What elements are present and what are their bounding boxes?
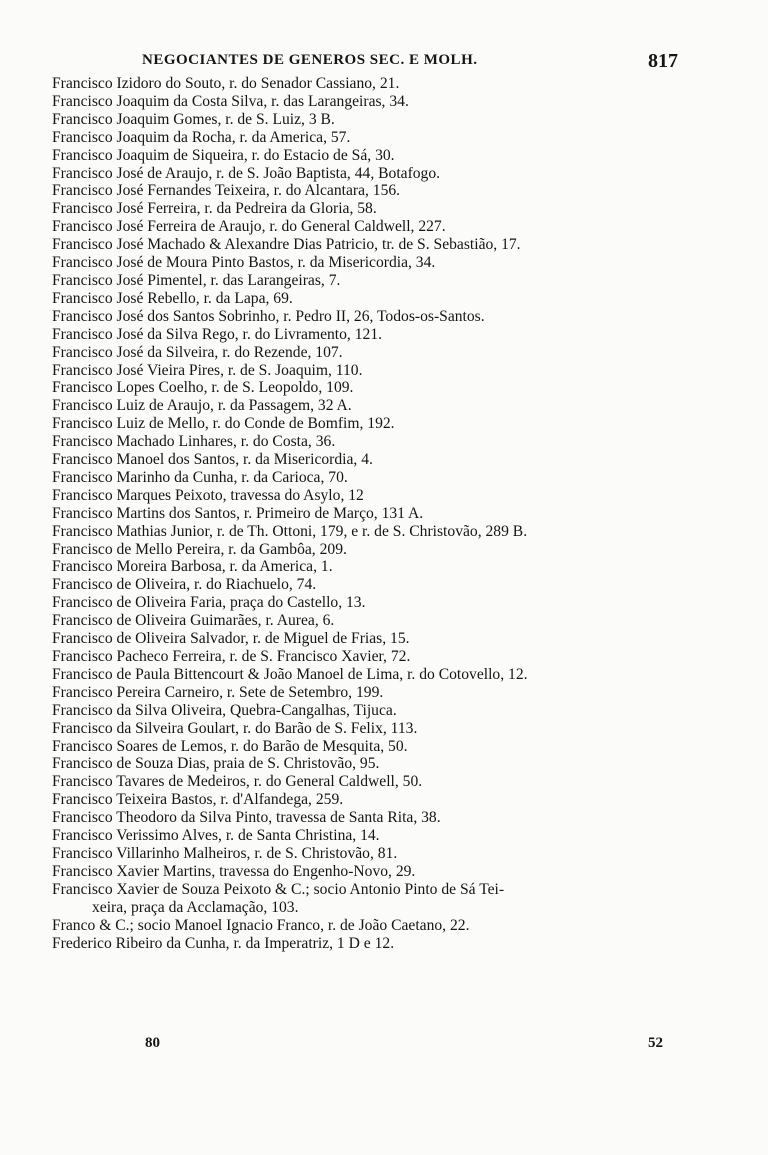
list-item: Francisco de Oliveira Guimarães, r. Aurea, 6. xyxy=(52,612,335,630)
list-item: Francisco Soares de Lemos, r. do Barão de Mesquita, 50. xyxy=(52,737,408,755)
list-item: Francisco Joaquim da Costa Silva, r. das Larangeiras, 34. xyxy=(52,92,409,110)
list-item: Francisco da Silva Oliveira, Quebra-Cangalhas, Tijuca. xyxy=(52,701,397,719)
list-item: Francisco Joaquim de Siqueira, r. do Estacio de Sá, 30. xyxy=(52,146,395,164)
directory-entries xyxy=(52,75,712,952)
list-item: Francisco de Oliveira, r. do Riachuelo, 74. xyxy=(52,576,317,594)
list-item: Francisco Moreira Barbosa, r. da America, 1. xyxy=(52,558,333,576)
list-item: Francisco José dos Santos Sobrinho, r. Pedro II, 26, Todos-os-Santos. xyxy=(52,307,485,325)
list-item: Francisco Verissimo Alves, r. de Santa Christina, 14. xyxy=(52,827,380,845)
list-item: Francisco José de Araujo, r. de S. João Baptista, 44, Botafogo. xyxy=(52,164,441,182)
list-item: Francisco Lopes Coelho, r. de S. Leopoldo, 109. xyxy=(52,379,354,397)
list-item: Francisco de Oliveira Faria, praça do Castello, 13. xyxy=(52,594,366,612)
list-item: Francisco da Silveira Goulart, r. do Barão de S. Felix, 113. xyxy=(52,719,418,737)
list-item: Franco & C.; socio Manoel Ignacio Franco, r. de João Caetano, 22. xyxy=(52,916,470,934)
list-item: Francisco Joaquim da Rocha, r. da America, 57. xyxy=(52,128,351,146)
signature-mark-left: 80 xyxy=(145,1035,160,1051)
list-item: Francisco Marques Peixoto, travessa do Asylo, 12 xyxy=(52,486,364,504)
list-item: Francisco Machado Linhares, r. do Costa, 36. xyxy=(52,433,336,451)
list-item: Francisco José Machado & Alexandre Dias Patricio, tr. de S. Sebastião, 17. xyxy=(52,236,521,254)
list-item: Francisco de Souza Dias, praia de S. Christovão, 95. xyxy=(52,755,380,773)
list-item: Francisco José Fernandes Teixeira, r. do Alcantara, 156. xyxy=(52,182,401,200)
page-header xyxy=(140,48,700,78)
signature-mark-right: 52 xyxy=(648,1035,663,1051)
page-number: 817 xyxy=(648,50,678,72)
list-item: Francisco Izidoro do Souto, r. do Senador Cassiano, 21. xyxy=(52,75,400,92)
list-item-multiline xyxy=(52,881,712,917)
list-item: Francisco José Rebello, r. da Lapa, 69. xyxy=(52,289,293,307)
list-item: Francisco Luiz de Mello, r. do Conde de Bomfim, 192. xyxy=(52,415,395,433)
list-item: Francisco de Mello Pereira, r. da Gambôa, 209. xyxy=(52,540,347,558)
list-item: Francisco Pereira Carneiro, r. Sete de Setembro, 199. xyxy=(52,683,384,701)
list-item: Francisco Tavares de Medeiros, r. do General Caldwell, 50. xyxy=(52,773,423,791)
list-item: Francisco Pacheco Ferreira, r. de S. Francisco Xavier, 72. xyxy=(52,648,411,665)
list-item: Francisco Theodoro da Silva Pinto, travessa de Santa Rita, 38. xyxy=(52,809,441,827)
list-item-line: Francisco Xavier de Souza Peixoto & C.; socio Antonio Pinto de Sá Tei- xyxy=(52,880,505,898)
list-item: Francisco Manoel dos Santos, r. da Misericordia, 4. xyxy=(52,451,373,469)
list-item: Francisco Mathias Junior, r. de Th. Ottoni, 179, e r. de S. Christovão, 289 B. xyxy=(52,522,528,540)
list-item: Francisco Marinho da Cunha, r. da Carioca, 70. xyxy=(52,468,348,486)
list-item: Francisco José da Silva Rego, r. do Livramento, 121. xyxy=(52,325,383,343)
list-item: Francisco José Ferreira de Araujo, r. do General Caldwell, 227. xyxy=(52,218,446,236)
running-title: NEGOCIANTES DE GENEROS SEC. E MOLH. xyxy=(142,52,478,68)
list-item: Francisco José Ferreira, r. da Pedreira da Gloria, 58. xyxy=(52,200,377,218)
list-item: Francisco de Oliveira Salvador, r. de Miguel de Frias, 15. xyxy=(52,630,410,648)
list-item: Francisco José Vieira Pires, r. de S. Joaquim, 110. xyxy=(52,361,363,379)
list-item: Francisco de Paula Bittencourt & João Manoel de Lima, r. do Cotovello, 12. xyxy=(52,665,528,683)
list-item: Francisco Luiz de Araujo, r. da Passagem, 32 A. xyxy=(52,397,352,415)
list-item: Francisco Teixeira Bastos, r. d'Alfandega, 259. xyxy=(52,791,344,809)
list-item: Francisco Villarinho Malheiros, r. de S. Christovão, 81. xyxy=(52,844,398,862)
list-item: Francisco José da Silveira, r. do Rezende, 107. xyxy=(52,343,343,361)
list-item: Francisco Martins dos Santos, r. Primeiro de Março, 131 A. xyxy=(52,504,424,522)
list-item: Francisco José Pimentel, r. das Larangeiras, 7. xyxy=(52,271,341,289)
list-item: Frederico Ribeiro da Cunha, r. da Imperatriz, 1 D e 12. xyxy=(52,934,395,952)
list-item: Francisco Xavier Martins, travessa do Engenho-Novo, 29. xyxy=(52,862,416,880)
list-item: Francisco José de Moura Pinto Bastos, r. da Misericordia, 34. xyxy=(52,254,436,272)
list-item-continuation: xeira, praça da Acclamação, 103. xyxy=(92,898,299,916)
list-item: Francisco Joaquim Gomes, r. de S. Luiz, 3 B. xyxy=(52,110,335,128)
